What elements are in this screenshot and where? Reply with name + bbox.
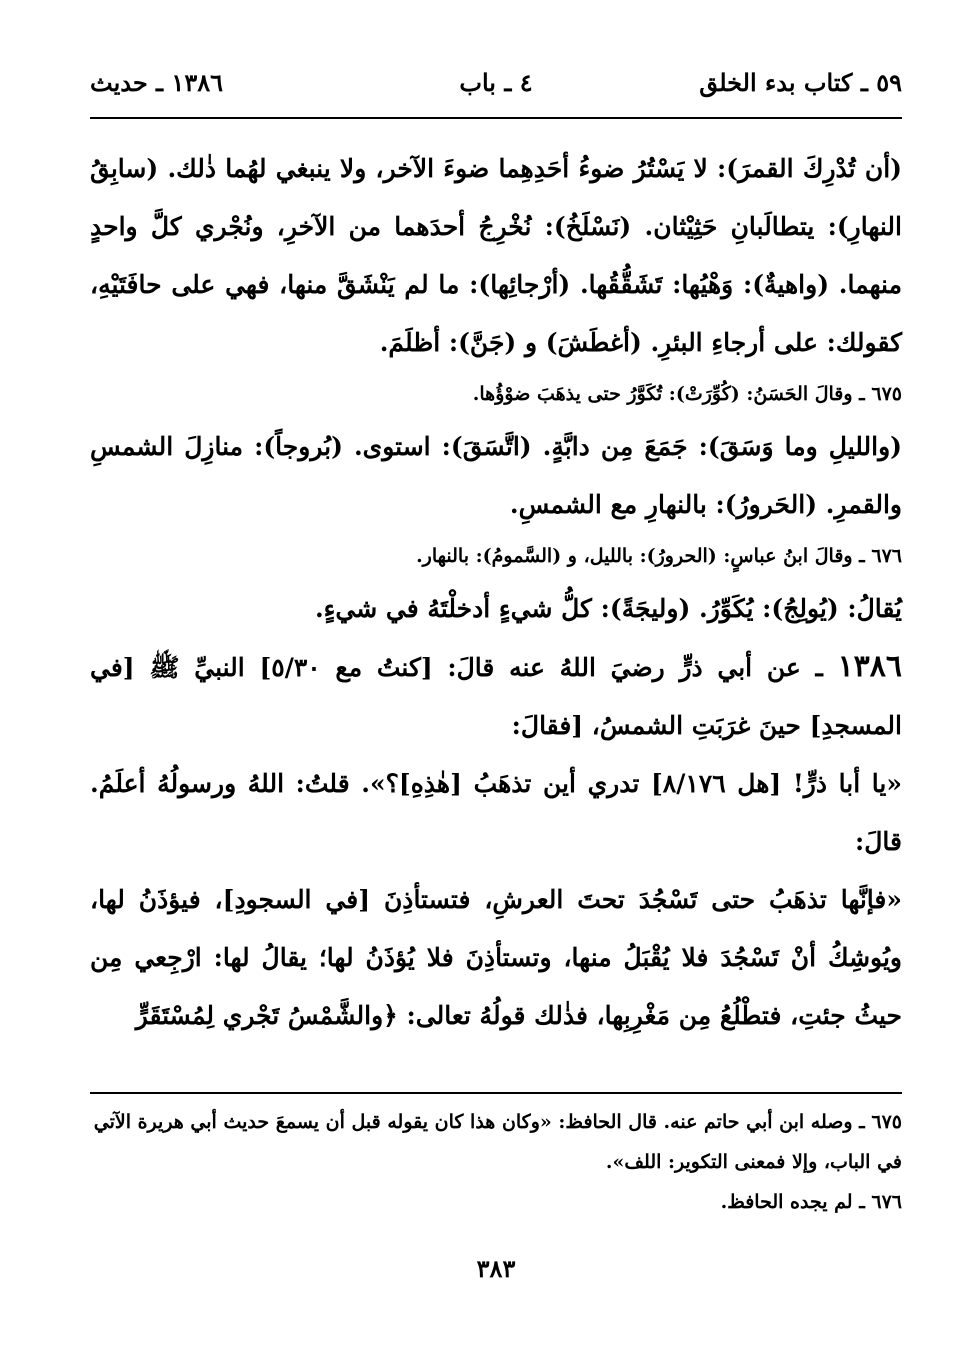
main-text bbox=[90, 140, 902, 1045]
hadith-paragraph-2: «يا أبا ذرٍّ! [هل ٨/١٧٦] تدري أين تذهَبُ [هٰذِهِ]؟». قلتُ: اللهُ ورسولُهُ أعلَمُ. قالَ: bbox=[90, 769, 902, 856]
header-book-title: ٥٩ ـ كتاب بدء الخلق bbox=[699, 68, 902, 97]
footnotes bbox=[90, 1102, 902, 1222]
athar-676: ٦٧٦ ـ وقالَ ابنُ عباسٍ: (الحرورُ): بالليل، و (السَّمومُ): بالنهار. bbox=[416, 545, 902, 567]
header-hadith-number: ١٣٨٦ ـ حديث bbox=[90, 68, 223, 97]
running-header bbox=[90, 62, 902, 112]
hadith-1386 bbox=[90, 638, 902, 755]
footnote-rule bbox=[90, 1092, 902, 1094]
hadith-text: ـ عن أبي ذرٍّ رضيَ اللهُ عنه قالَ: [كنتُ مع ٥/٣٠] النبيِّ ﷺ [في المسجدِ] حينَ غرَبَتِ الشمسُ، [فقالَ: bbox=[90, 653, 902, 740]
commentary-paragraph-2: (والليلِ وما وَسَقَ): جَمَعَ مِن دابَّةٍ. (اتَّسَقَ): استوى. (بُروجاً): منازِلَ الشمسِ والقمرِ. (الحَرورُ): بالنهارِ مع الشمسِ. bbox=[90, 432, 902, 519]
footnote-675: ٦٧٥ ـ وصله ابن أبي حاتم عنه. قال الحافظ: «وكان هذا كان يقوله قبل أن يسمعَ حديث أبي هريرة الآتي في الباب، وإلا فمعنى التكوير: اللف». bbox=[93, 1111, 902, 1173]
commentary-paragraph-3: يُقالُ: (يُولِجُ): يُكَوِّرُ. (وليجَةً): كلُّ شيءٍ أدخلْتَهُ في شيءٍ. bbox=[314, 594, 902, 623]
book-page bbox=[90, 62, 902, 1302]
hadith-number: ١٣٨٦ bbox=[837, 649, 903, 684]
header-chapter: ٤ ـ باب bbox=[459, 68, 533, 97]
hadith-paragraph-3: «فإنَّها تذهَبُ حتى تَسْجُدَ تحتَ العرشِ، فتستأذِنَ [في السجودِ]، فيؤذَنُ لها، ويُوشِكُ أنْ تَسْجُدَ فلا يُقْبَلُ منها، وتستأذِنَ فلا يُؤذَنُ لها؛ يقالُ لها: ارْجِعي مِن حيثُ جئتِ، فتطْلُعُ مِن مَغْرِبِها، فذٰلك قولُهُ تعالى: ﴿والشَّمْسُ تَجْري لِمُسْتَقَرٍّ bbox=[90, 885, 902, 1030]
header-rule bbox=[90, 117, 902, 119]
footnote-676: ٦٧٦ ـ لم يجده الحافظ. bbox=[720, 1191, 902, 1213]
athar-675: ٦٧٥ ـ وقالَ الحَسَنُ: (كُوِّرَتْ): تُكَوَّرُ حتى يذهَبَ ضوْؤُها. bbox=[472, 383, 902, 405]
page-number: ٣٨٣ bbox=[476, 1254, 516, 1283]
commentary-paragraph-1: (أن تُدْرِكَ القمرَ): لا يَسْتُرُ ضوءُ أحَدِهِما ضوءَ الآخر، ولا ينبغي لهُما ذٰلك. (سابِقُ النهارِ): يتطالَبانِ حَثِيْثان. (نَسْلَخُ): نُخْرِجُ أحدَهما من الآخرِ، ونُجْري كلَّ واحدٍ منهما. (واهيةٌ): وَهْيُها: تَشَقُّقُها. (أرْجائِها): ما لم يَنْشَقَّ منها، فهي على حافَتَيْهِ، كقولك: على أرجاءِ البئرِ. (أغطَشَ) و (جَنَّ): أظلَمَ. bbox=[90, 154, 902, 357]
